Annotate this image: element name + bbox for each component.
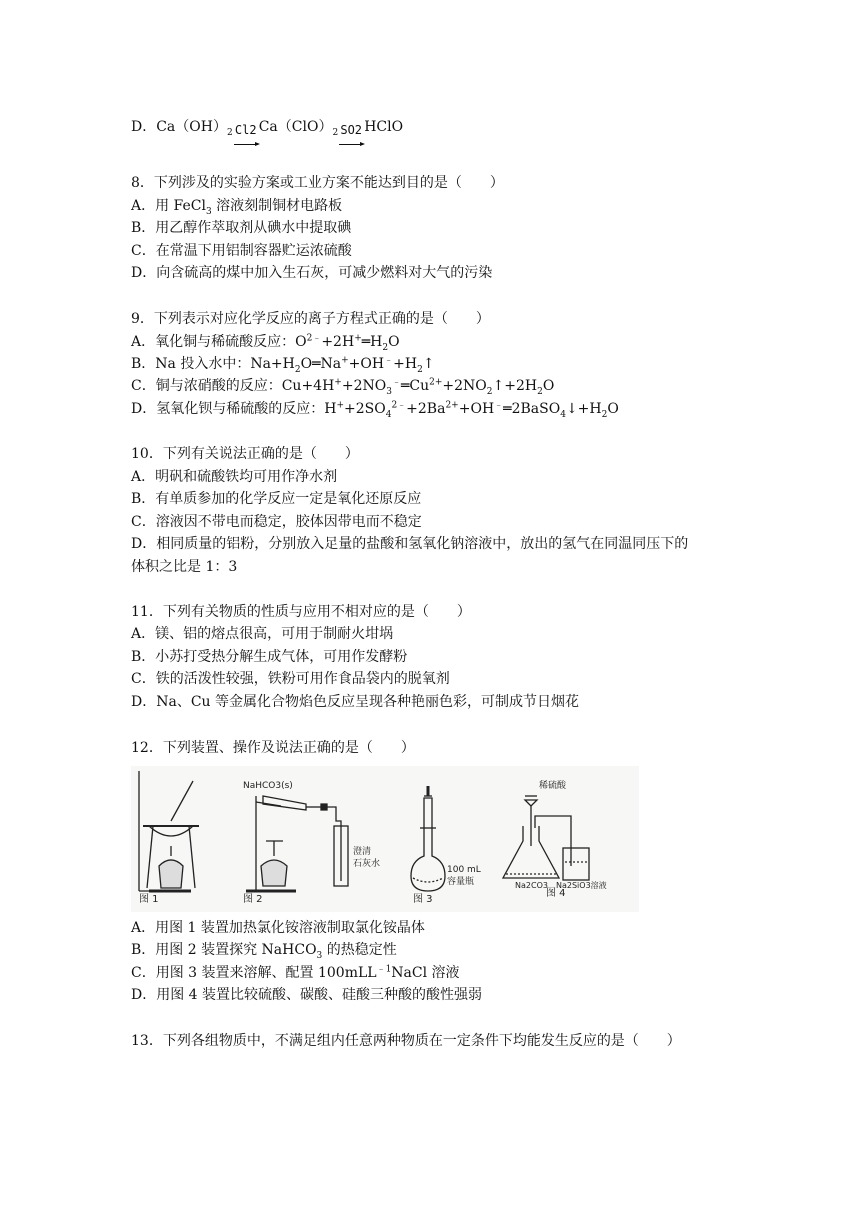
q8-a-text-2: 溶液刻制铜材电路板: [211, 198, 343, 214]
na2co3-label: Na2CO3: [515, 881, 548, 890]
q12-c-text: C．用图 3 装置来溶解、配置 100mLL: [131, 965, 377, 981]
reagent-so2: SO2: [340, 123, 363, 137]
fig2-label: 图 2: [243, 894, 263, 905]
q8-a-text: A．用 FeCl: [131, 198, 206, 214]
q7-d-sub-1: 2: [226, 127, 233, 138]
q11-option-a: A．镁、铝的熔点很高，可用于制耐火坩埚: [131, 626, 394, 642]
fig3-label: 图 3: [413, 894, 433, 905]
q8-option-b: B．用乙醇作萃取剂从碘水中提取碘: [131, 220, 352, 236]
q12-option-d: D．用图 4 装置比较硫酸、碳酸、硅酸三种酸的酸性强弱: [131, 987, 483, 1003]
figure1-evaporation-setup: [139, 771, 199, 891]
q12-b-text: B．用图 2 装置探究 NaHCO: [131, 942, 317, 958]
q12-c-sup: ﹣1: [376, 964, 392, 975]
q10-stem: 10．下列有关说法正确的是（ ）: [131, 446, 359, 462]
q12-b-sub: 3: [316, 950, 323, 961]
apparatus-figure: [131, 766, 639, 912]
limewater-label-1: 澄清: [353, 847, 372, 857]
figure2-nahco3-setup: [246, 796, 348, 891]
q9-option-d: D．氢氧化钡与稀硫酸的反应：$H^++2SO_4^{2﹣}+2Ba^{2+}+OH^﹣═2BaSO_4↓+H_2O$: [131, 400, 619, 420]
q10-option-d-line2: 体积之比是 1：3: [131, 559, 238, 575]
dilute-acid-label: 稀硫酸: [539, 781, 567, 791]
q10-option-d-line1: D．相同质量的铝粉，分别放入足量的盐酸和氢氧化钠溶液中，放出的氢气在同温同压下的: [131, 536, 689, 552]
q8-option-a: [131, 196, 342, 216]
q7-d-text-2: Ca（ClO）: [258, 119, 333, 135]
q11-option-c: C．铁的活泼性较强，铁粉可用作食品袋内的脱氧剂: [131, 671, 450, 687]
q12-option-c: [131, 963, 460, 983]
q9-option-b: B．Na 投入水中：$Na+H_2O═Na^++OH^﹣+H_2↑$: [131, 355, 435, 375]
q11-option-d: D．Na、Cu 等金属化合物焰色反应呈现各种艳丽色彩，可制成节日烟花: [131, 694, 579, 710]
fig4-label: 图 4: [546, 888, 566, 899]
flask-label-1: 100 mL: [447, 865, 481, 875]
q9-option-c: C．铜与浓硝酸的反应：$Cu+4H^++2NO_3^﹣═Cu^{2+}+2NO_2↑+2H_2O$: [131, 377, 555, 397]
q12-stem: 12．下列装置、操作及说法正确的是（ ）: [131, 740, 415, 756]
q10-option-a: A．明矾和硫酸铁均可用作净水剂: [131, 469, 338, 485]
figure3-volumetric-flask: [411, 786, 445, 891]
q10-option-c: C．溶液因不带电而稳定，胶体因带电而不稳定: [131, 514, 422, 530]
q11-option-b: B．小苏打受热分解生成气体，可用作发酵粉: [131, 649, 408, 665]
q7-option-d: [131, 117, 403, 137]
reagent-cl2: Cl2: [234, 123, 257, 137]
limewater-label-2: 石灰水: [353, 859, 381, 869]
q9-option-a: A．氧化铜与稀硫酸反应：$O^{2﹣}+2H^+═H_2O$: [131, 333, 400, 353]
figure4-acid-strength-setup: [503, 796, 589, 880]
q11-stem: 11．下列有关物质的性质与应用不相对应的是（ ）: [131, 604, 471, 620]
q7-d-sub-2: 2: [332, 127, 339, 138]
q12-c-text-2: NaCl 溶液: [391, 965, 460, 981]
q12-option-b: [131, 940, 397, 960]
fig1-label: 图 1: [139, 894, 159, 905]
q8-option-d: D．向含硫高的煤中加入生石灰，可减少燃料对大气的污染: [131, 265, 493, 281]
q8-stem: 8．下列涉及的实验方案或工业方案不能达到目的是（ ）: [131, 175, 504, 191]
q13-stem: 13．下列各组物质中，不满足组内任意两种物质在一定条件下均能发生反应的是（ ）: [131, 1033, 681, 1049]
q12-b-text-2: 的热稳定性: [322, 942, 397, 958]
q7-d-text-3: HClO: [364, 119, 404, 135]
q7-d-text-1: D．Ca（OH）: [131, 119, 227, 135]
q12-option-a: A．用图 1 装置加热氯化铵溶液制取氯化铵晶体: [131, 920, 425, 936]
q8-a-sub: 3: [205, 206, 212, 217]
q10-option-b: B．有单质参加的化学反应一定是氧化还原反应: [131, 491, 422, 507]
flask-label-2: 容量瓶: [447, 877, 475, 887]
na2sio3-label: Na2SiO3溶液: [556, 881, 607, 890]
q9-stem: 9．下列表示对应化学反应的离子方程式正确的是（ ）: [131, 311, 490, 327]
nahco3-label: NaHCO3(s): [243, 781, 293, 791]
q8-option-c: C．在常温下用铝制容器贮运浓硫酸: [131, 243, 352, 259]
